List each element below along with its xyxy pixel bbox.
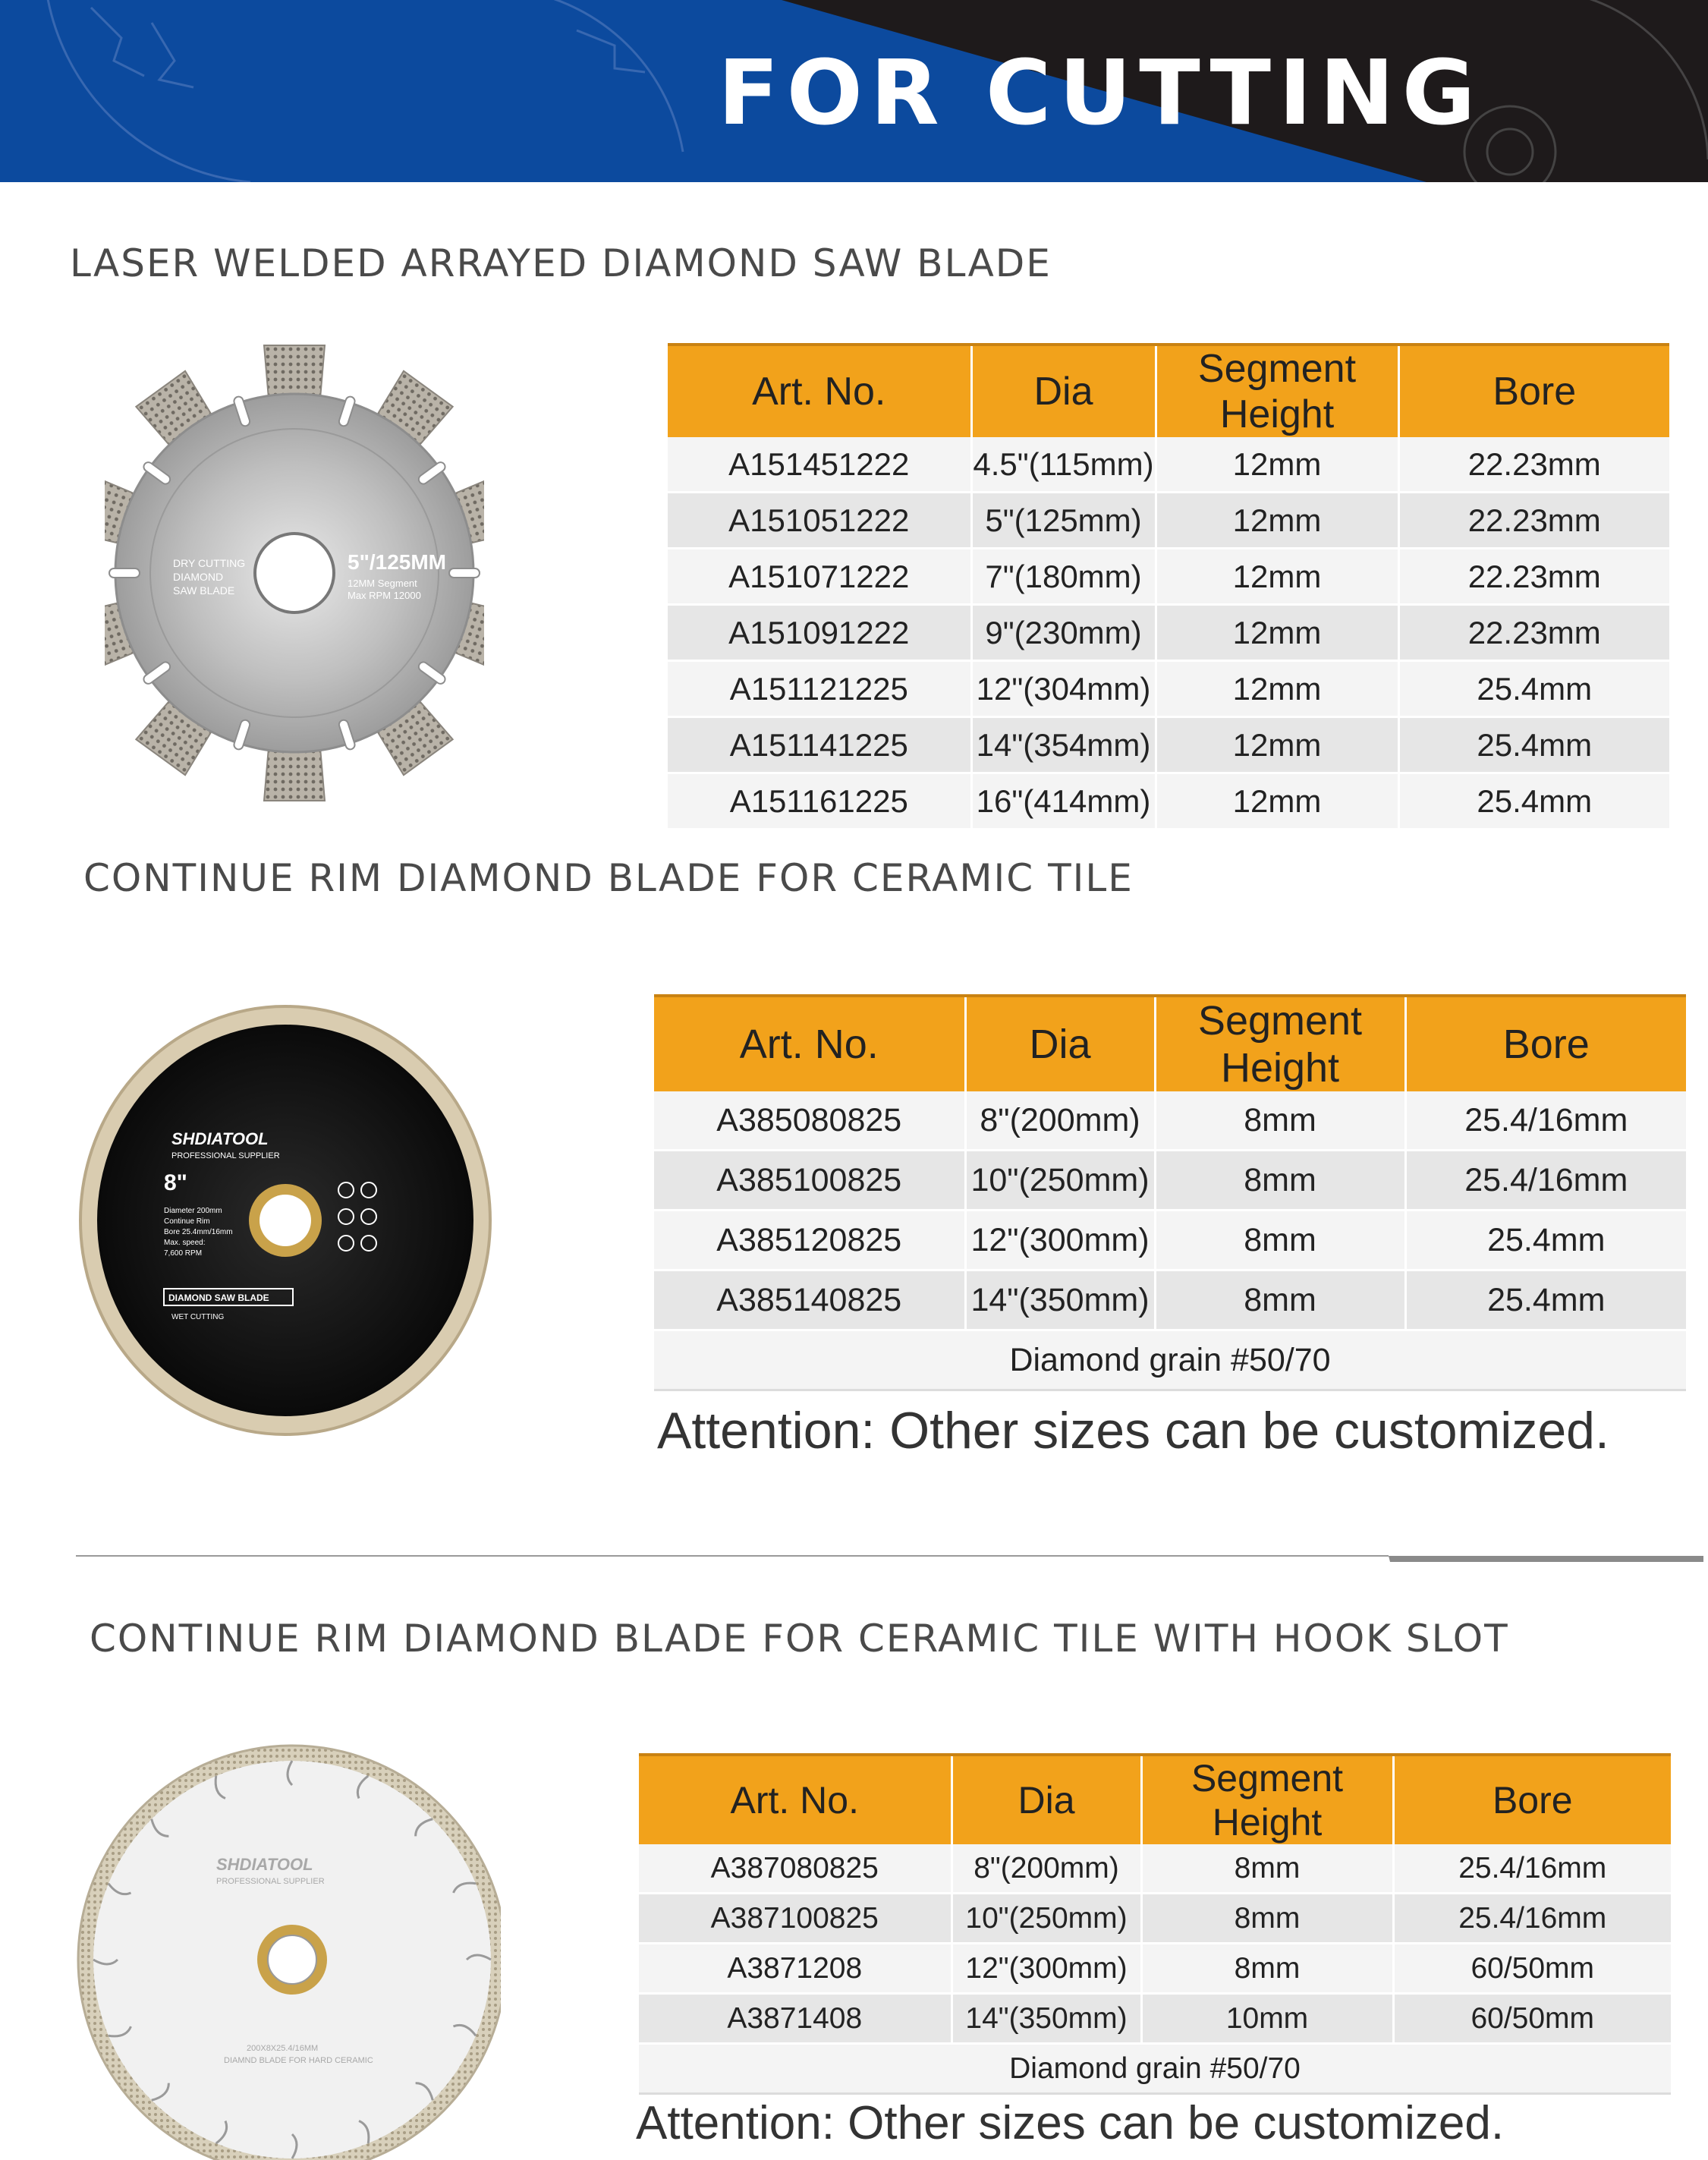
cell-segment-height: 12mm: [1156, 549, 1398, 605]
section-title-laser-welded: LASER WELDED ARRAYED DIAMOND SAW BLADE: [70, 241, 1052, 285]
svg-text:200X8X25.4/16MM: 200X8X25.4/16MM: [247, 2044, 319, 2053]
cell-dia: 8"(200mm): [952, 1844, 1141, 1894]
cell-dia: 7"(180mm): [971, 549, 1156, 605]
cell-art-no: A151141225: [668, 717, 971, 773]
cell-bore: 22.23mm: [1398, 493, 1669, 549]
svg-text:SHDIATOOL: SHDIATOOL: [216, 1855, 313, 1874]
cell-art-no: A151051222: [668, 493, 971, 549]
cell-segment-height: 8mm: [1141, 1944, 1393, 1994]
cell-segment-height: 8mm: [1155, 1270, 1405, 1330]
header-segment-height: Segment Height: [1141, 1755, 1393, 1844]
header-bore: Bore: [1405, 996, 1686, 1091]
table-header-row: [639, 1755, 1671, 1844]
header-bore: Bore: [1398, 345, 1669, 437]
cell-art-no: A387080825: [639, 1844, 952, 1894]
cell-art-no: A151161225: [668, 773, 971, 830]
cell-bore: 25.4mm: [1398, 717, 1669, 773]
cell-bore: 25.4mm: [1398, 661, 1669, 717]
cell-bore: 22.23mm: [1398, 549, 1669, 605]
table-row: [654, 1091, 1686, 1151]
cell-dia: 14"(354mm): [971, 717, 1156, 773]
svg-text:PROFESSIONAL SUPPLIER: PROFESSIONAL SUPPLIER: [171, 1151, 280, 1160]
table-header-row: [654, 996, 1686, 1091]
header-bore: Bore: [1393, 1755, 1671, 1844]
table-row: [668, 549, 1669, 605]
header-segment-height: Segment Height: [1155, 996, 1405, 1091]
laser-welded-spec-table: [668, 343, 1669, 830]
cell-segment-height: 12mm: [1156, 717, 1398, 773]
cell-bore: 22.23mm: [1398, 437, 1669, 493]
section-title-hook-slot: CONTINUE RIM DIAMOND BLADE FOR CERAMIC TILE WITH HOOK SLOT: [90, 1617, 1509, 1661]
svg-text:Continue Rim: Continue Rim: [164, 1217, 210, 1226]
banner-title: FOR CUTTING: [718, 40, 1483, 145]
continue-rim-blade-image: [65, 993, 505, 1448]
table-row: [654, 1270, 1686, 1330]
table-row: [639, 1994, 1671, 2044]
table-row: [639, 1894, 1671, 1944]
svg-text:SAW BLADE: SAW BLADE: [173, 584, 235, 597]
cell-art-no: A385140825: [654, 1270, 965, 1330]
cell-dia: 14"(350mm): [952, 1994, 1141, 2044]
cell-bore: 22.23mm: [1398, 605, 1669, 661]
cell-art-no: A3871408: [639, 1994, 952, 2044]
arbor-hole: [268, 1935, 316, 1984]
svg-text:Max. speed:: Max. speed:: [164, 1239, 206, 1247]
attention-note: Attention: Other sizes can be customized.: [636, 2097, 1505, 2149]
svg-text:Max RPM 12000: Max RPM 12000: [348, 590, 421, 601]
cell-dia: 12"(300mm): [952, 1944, 1141, 1994]
table-row: [654, 1211, 1686, 1270]
svg-text:DIAMOND: DIAMOND: [173, 571, 224, 583]
cell-segment-height: 12mm: [1156, 661, 1398, 717]
cell-segment-height: 12mm: [1156, 493, 1398, 549]
table-row: [668, 661, 1669, 717]
diamond-grain-note: Diamond grain #50/70: [639, 2044, 1671, 2094]
cell-dia: 9"(230mm): [971, 605, 1156, 661]
cell-dia: 8"(200mm): [965, 1091, 1155, 1151]
cell-dia: 4.5"(115mm): [971, 437, 1156, 493]
attention-note: Attention: Other sizes can be customized.: [657, 1402, 1609, 1459]
section-title-continue-rim: CONTINUE RIM DIAMOND BLADE FOR CERAMIC TILE: [83, 856, 1134, 900]
cell-bore: 25.4/16mm: [1393, 1894, 1671, 1944]
cell-segment-height: 8mm: [1141, 1894, 1393, 1944]
cell-art-no: A3871208: [639, 1944, 952, 1994]
header-segment-height: Segment Height: [1156, 345, 1398, 437]
svg-text:8": 8": [164, 1170, 187, 1195]
svg-text:PROFESSIONAL SUPPLIER: PROFESSIONAL SUPPLIER: [216, 1877, 325, 1886]
header-dia: Dia: [952, 1755, 1141, 1844]
table-row: [639, 1944, 1671, 1994]
hook-slot-spec-table: [639, 1753, 1671, 2095]
cell-dia: 12"(300mm): [965, 1211, 1155, 1270]
svg-text:Diameter 200mm: Diameter 200mm: [164, 1207, 222, 1215]
cell-dia: 14"(350mm): [965, 1270, 1155, 1330]
cell-bore: 60/50mm: [1393, 1944, 1671, 1994]
cell-bore: 25.4mm: [1398, 773, 1669, 830]
cell-segment-height: 12mm: [1156, 773, 1398, 830]
cell-segment-height: 8mm: [1155, 1091, 1405, 1151]
cell-art-no: A387100825: [639, 1894, 952, 1944]
svg-text:SHDIATOOL: SHDIATOOL: [171, 1129, 269, 1148]
svg-text:DRY CUTTING: DRY CUTTING: [173, 557, 246, 569]
cell-art-no: A151121225: [668, 661, 971, 717]
header-art-no: Art. No.: [639, 1755, 952, 1844]
hook-slot-blade-image: [76, 1732, 501, 2160]
table-row: [668, 437, 1669, 493]
cell-art-no: A385080825: [654, 1091, 965, 1151]
laser-welded-blade-image: [105, 326, 484, 820]
table-row: [668, 493, 1669, 549]
svg-text:DIAMND BLADE FOR HARD CERAMIC: DIAMND BLADE FOR HARD CERAMIC: [224, 2056, 373, 2065]
cell-bore: 25.4mm: [1405, 1211, 1686, 1270]
table-note-row: [654, 1330, 1686, 1390]
cell-dia: 16"(414mm): [971, 773, 1156, 830]
table-row: [668, 605, 1669, 661]
header-dia: Dia: [965, 996, 1155, 1091]
table-row: [668, 773, 1669, 830]
cell-bore: 25.4/16mm: [1393, 1844, 1671, 1894]
cell-segment-height: 8mm: [1141, 1844, 1393, 1894]
cell-art-no: A151091222: [668, 605, 971, 661]
svg-text:Bore 25.4mm/16mm: Bore 25.4mm/16mm: [164, 1228, 233, 1236]
cell-dia: 10"(250mm): [952, 1894, 1141, 1944]
header-art-no: Art. No.: [668, 345, 971, 437]
cell-bore: 60/50mm: [1393, 1994, 1671, 2044]
cell-art-no: A385120825: [654, 1211, 965, 1270]
header-dia: Dia: [971, 345, 1156, 437]
arbor-hole: [255, 534, 334, 612]
arbor-hole: [260, 1195, 311, 1246]
diamond-grain-note: Diamond grain #50/70: [654, 1330, 1686, 1390]
cell-bore: 25.4mm: [1405, 1270, 1686, 1330]
cell-segment-height: 12mm: [1156, 605, 1398, 661]
table-row: [654, 1151, 1686, 1211]
cell-dia: 5"(125mm): [971, 493, 1156, 549]
cell-dia: 10"(250mm): [965, 1151, 1155, 1211]
cell-bore: 25.4/16mm: [1405, 1151, 1686, 1211]
header-art-no: Art. No.: [654, 996, 965, 1091]
continue-rim-spec-table: [654, 994, 1686, 1391]
svg-text:7,600 RPM: 7,600 RPM: [164, 1249, 203, 1258]
svg-text:DIAMOND SAW BLADE: DIAMOND SAW BLADE: [168, 1293, 269, 1303]
svg-text:WET CUTTING: WET CUTTING: [171, 1313, 225, 1321]
table-row: [639, 1844, 1671, 1894]
cell-segment-height: 12mm: [1156, 437, 1398, 493]
cell-dia: 12"(304mm): [971, 661, 1156, 717]
svg-text:5"/125MM: 5"/125MM: [348, 550, 446, 574]
table-note-row: [639, 2044, 1671, 2094]
cell-art-no: A151451222: [668, 437, 971, 493]
cell-bore: 25.4/16mm: [1405, 1091, 1686, 1151]
cell-art-no: A151071222: [668, 549, 971, 605]
cell-segment-height: 8mm: [1155, 1151, 1405, 1211]
section-divider: [76, 1554, 1703, 1563]
table-header-row: [668, 345, 1669, 437]
svg-text:12MM Segment: 12MM Segment: [348, 578, 417, 589]
cell-art-no: A385100825: [654, 1151, 965, 1211]
table-row: [668, 717, 1669, 773]
cell-segment-height: 8mm: [1155, 1211, 1405, 1270]
cell-segment-height: 10mm: [1141, 1994, 1393, 2044]
